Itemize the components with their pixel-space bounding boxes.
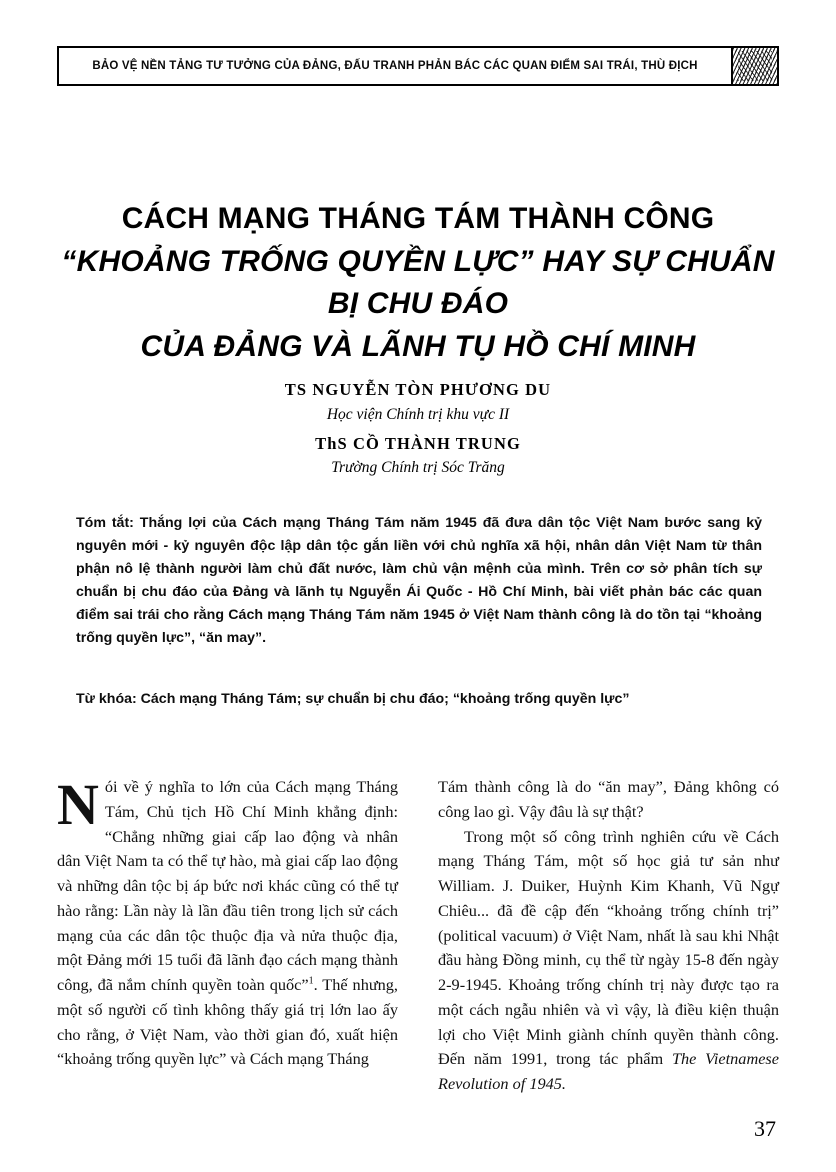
abstract-text: Tóm tắt: Thắng lợi của Cách mạng Tháng Tám năm 1945 đã đưa dân tộc Việt Nam bước sang kỷ nguyên mới - kỷ nguyên độc lập dân tộc gắn liền với chủ nghĩa xã hội, nhân dân Việt Nam từ thân phận nô lệ thành người làm chủ đất nước, làm chủ vận mệnh của mình. Trên cơ sở phân tích sự chuẩn bị chu đáo của Đảng và lãnh tụ Nguyễn Ái Quốc - Hồ Chí Minh, bài viết phản bác các quan điểm sai trái cho rằng Cách mạng Tháng Tám năm 1945 ở Việt Nam thành công là do tồn tại “khoảng trống quyền lực”, “ăn may”. [76, 515, 762, 646]
title-line-2: “KHOẢNG TRỐNG QUYỀN LỰC” HAY SỰ CHUẨN BỊ CHU ĐÁO [61, 244, 775, 321]
body-column-left [57, 772, 399, 1125]
body-paragraph-left-text: ói về ý nghĩa to lớn của Cách mạng Tháng Tám, Chủ tịch Hồ Chí Minh khẳng định: “Chẳng những giai cấp lao động và nhân dân Việt Nam ta có thể tự hào, mà giai cấp lao động và những dân tộc bị áp bức nơi khác cũng có thể tự hào rằng: Lần này là lần đầu tiên trong lịch sử cách mạng của các dân tộc thuộc địa và nửa thuộc địa, một Đảng mới 15 tuổi đã lãnh đạo cách mạng thành công, đã nắm chính quyền toàn quốc” [57, 777, 398, 995]
title-line-3: CỦA ĐẢNG VÀ LÃNH TỤ HỒ CHÍ MINH [140, 329, 696, 363]
drop-cap: N [57, 772, 99, 837]
body-paragraph-left [57, 772, 399, 1072]
author-affiliation-2: Trường Chính trị Sóc Trăng [331, 459, 505, 477]
page-title [57, 198, 779, 368]
body-paragraph-left-text-cont: . Thế nhưng, một số người cố tình không thấy giá trị lớn lao ấy cho rằng, ở Việt Nam, vào thời gian đó, xuất hiện “khoảng trống quyền lực” và Cách mạng Tháng [57, 975, 399, 1069]
author-name-1: TS NGUYỄN TÒN PHƯƠNG DU [284, 380, 552, 399]
author-name-2: ThS CỒ THÀNH TRUNG [315, 433, 521, 453]
footnote-marker: 1 [308, 975, 314, 987]
body-paragraph-right-1: Tám thành công là do “ăn may”, Đảng không có công lao gì. Vậy đâu là sự thật? [438, 777, 779, 821]
running-head-text: BẢO VỆ NỀN TẢNG TƯ TƯỞNG CỦA ĐẢNG, ĐẤU TRANH PHẢN BÁC CÁC QUAN ĐIỂM SAI TRÁI, THÙ ĐỊCH [92, 59, 698, 72]
body-columns [57, 772, 779, 1125]
author-affiliation-1: Học viện Chính trị khu vực II [326, 405, 510, 423]
body-paragraph-right-2 [438, 825, 779, 1097]
cited-work-title: The Vietnamese Revolution of 1945. [438, 1049, 779, 1094]
hatched-square-ornament-icon [731, 48, 777, 84]
body-paragraph-right-2-text: Trong một số công trình nghiên cứu về Cách mạng Tháng Tám, một số học giả tư sản như William. J. Duiker, Huỳnh Kim Khanh, Vũ Ngự Chiêu... đã đề cập đến “khoảng trống chính trị” (political vacuum) ở Việt Nam, nhất là sau khi Nhật đầu hàng Đồng minh, cụ thể từ ngày 15-8 đến ngày 2-9-1945. Khoảng trống chính trị này được tạo ra một cách ngẫu nhiên và vì vậy, là điều kiện thuận lợi cho Việt Minh giành chính quyền thành công. Đến năm 1991, trong tác phẩm [438, 826, 779, 1069]
body-column-right [438, 775, 779, 1125]
keywords-text: Từ khóa: Cách mạng Tháng Tám; sự chuẩn bị chu đáo; “khoảng trống quyền lực” [76, 691, 630, 707]
running-head-bar [57, 46, 779, 86]
title-line-1: CÁCH MẠNG THÁNG TÁM THÀNH CÔNG [121, 202, 715, 235]
page-number: 37 [754, 1116, 776, 1141]
author-block [57, 378, 779, 485]
